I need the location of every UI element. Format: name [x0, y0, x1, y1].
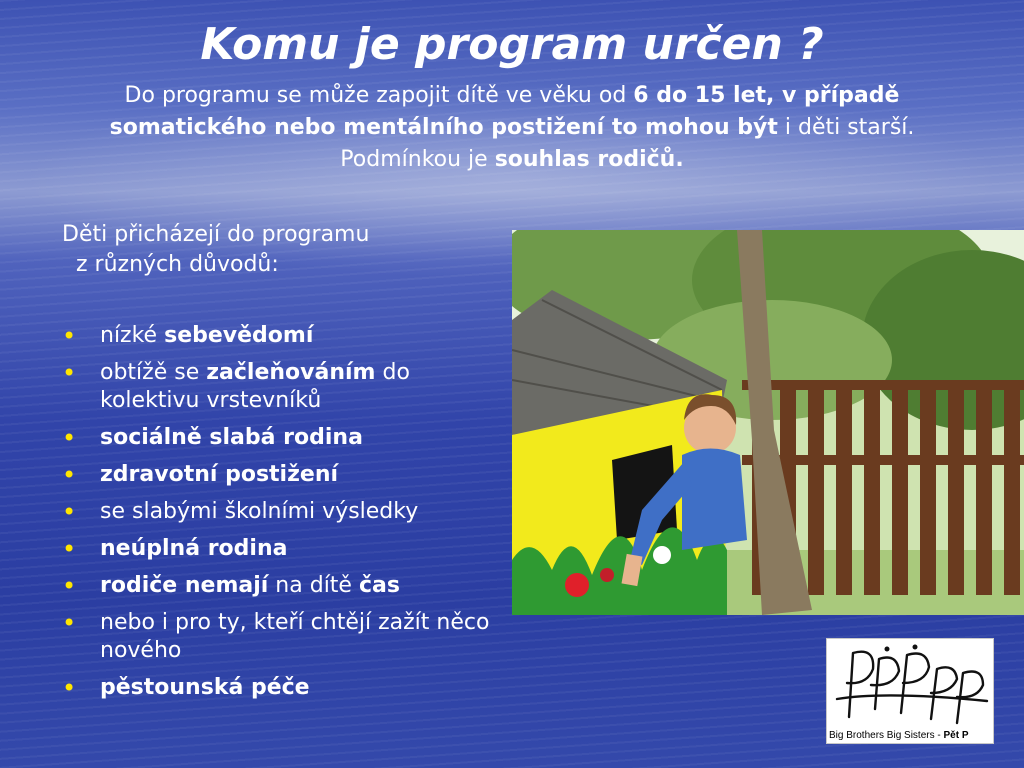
- bullet-icon: •: [62, 674, 77, 702]
- logo-caption-bold: Pět P: [943, 730, 969, 741]
- subtitle-run: souhlas rodičů.: [494, 147, 684, 172]
- bullet-icon: •: [62, 424, 77, 452]
- big-brothers-big-sisters-logo: [826, 638, 994, 744]
- reason-text: sebevědomí: [164, 323, 314, 348]
- reason-list-item: [62, 322, 502, 350]
- reason-list-item: [62, 535, 502, 563]
- reason-list-item: [62, 572, 502, 600]
- subtitle-run: i děti starší. Podmínkou je: [340, 115, 915, 172]
- reason-list-item: [62, 424, 502, 452]
- reason-text: do kolektivu vrstevníků: [100, 360, 410, 413]
- reason-text: sociálně slabá rodina: [100, 425, 363, 450]
- intro-line-2: z různých důvodů:: [76, 252, 279, 277]
- intro-text: [62, 220, 482, 280]
- bullet-icon: •: [62, 535, 77, 563]
- bullet-icon: •: [62, 609, 77, 637]
- reason-text: čas: [358, 573, 400, 598]
- reason-text: rodiče nemají: [100, 573, 269, 598]
- intro-line-1: Děti přicházejí do programu: [62, 222, 370, 247]
- boy-in-playhouse-photo: [512, 230, 1024, 615]
- logo-caption: [827, 730, 993, 742]
- bullet-icon: •: [62, 498, 77, 526]
- reasons-list: [62, 322, 502, 711]
- bullet-icon: •: [62, 359, 77, 387]
- reason-list-item: [62, 674, 502, 702]
- reason-text: se slabými školními výsledky: [100, 499, 419, 524]
- bullet-icon: •: [62, 322, 77, 350]
- reason-list-item: [62, 359, 502, 415]
- reason-text: začleňováním: [206, 360, 376, 385]
- reason-text: zdravotní postižení: [100, 462, 339, 487]
- slide-subtitle: [60, 80, 964, 176]
- bullet-icon: •: [62, 572, 77, 600]
- slide-title: Komu je program určen ?: [200, 19, 824, 70]
- reason-text: pěstounská péče: [100, 675, 310, 700]
- subtitle-run: Do programu se může zapojit dítě ve věku od: [124, 83, 634, 108]
- reason-text: nízké: [100, 323, 165, 348]
- signature-logo-graphic: [827, 639, 993, 729]
- reason-text: na dítě: [268, 573, 359, 598]
- bullet-icon: •: [62, 461, 77, 489]
- reason-text: obtížě se: [100, 360, 207, 385]
- reason-list-item: [62, 498, 502, 526]
- reason-list-item: [62, 461, 502, 489]
- reason-text: neúplná rodina: [100, 536, 288, 561]
- logo-caption-text: Big Brothers Big Sisters -: [829, 730, 944, 741]
- subtitle-run: 6 do 15 let, v případě somatického nebo mentálního postižení to mohou být: [109, 83, 900, 140]
- reason-list-item: [62, 609, 502, 665]
- reason-text: nebo i pro ty, kteří chtějí zažít něco nového: [100, 610, 490, 663]
